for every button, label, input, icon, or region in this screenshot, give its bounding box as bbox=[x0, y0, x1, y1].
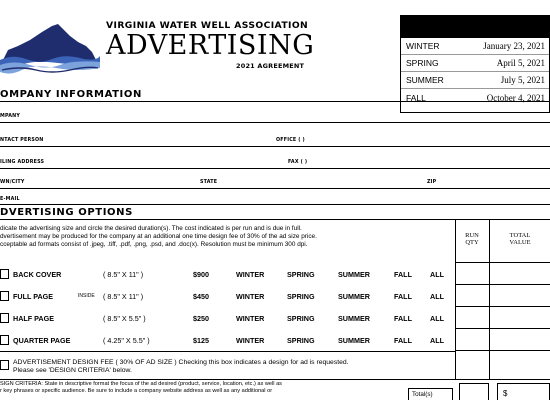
ad-season-option[interactable]: SPRING bbox=[287, 270, 315, 279]
grid-divider bbox=[455, 284, 550, 285]
ad-season-option[interactable]: WINTER bbox=[236, 314, 265, 323]
ad-option-size: ( 8.5" X 5.5" ) bbox=[103, 314, 146, 323]
ad-option-name: QUARTER PAGE bbox=[13, 336, 71, 345]
ad-option-checkbox[interactable] bbox=[0, 313, 9, 323]
grid-divider bbox=[0, 351, 455, 352]
design-fee-line: ADVERTISEMENT DESIGN FEE ( 30% OF AD SIZE ) Checking this box indicates a design for ad is requested. bbox=[13, 359, 349, 366]
ad-option-inside: INSIDE bbox=[78, 293, 95, 299]
ad-option-size: ( 8.5" X 11" ) bbox=[103, 270, 144, 279]
design-fee-text bbox=[13, 359, 349, 375]
ad-season-option[interactable]: WINTER bbox=[236, 292, 265, 301]
deadline-date: July 5, 2021 bbox=[500, 75, 545, 85]
deadline-row bbox=[401, 72, 549, 89]
ad-option-name: FULL PAGE bbox=[13, 292, 54, 301]
dollar-sign: $ bbox=[503, 389, 508, 398]
company-field[interactable] bbox=[0, 122, 550, 123]
ad-option-name: BACK COVER bbox=[13, 270, 62, 279]
ad-option-size: ( 4.25" X 5.5" ) bbox=[103, 336, 150, 345]
ad-option-price: $900 bbox=[193, 270, 209, 279]
email-label: E-MAIL bbox=[0, 197, 20, 202]
run-qty-header bbox=[456, 232, 488, 246]
virginia-water-logo-icon bbox=[0, 22, 100, 74]
ad-option-price: $450 bbox=[193, 292, 209, 301]
deadline-season: WINTER bbox=[406, 41, 440, 51]
zip-label: ZIP bbox=[427, 180, 437, 185]
ad-season-option[interactable]: SPRING bbox=[287, 292, 315, 301]
fax-label: FAX ( ) bbox=[288, 160, 308, 165]
ad-season-option[interactable]: ALL bbox=[430, 314, 444, 323]
ad-season-option[interactable]: SPRING bbox=[287, 336, 315, 345]
agreement-year: 2021 AGREEMENT bbox=[236, 62, 305, 70]
mailing-address-field[interactable] bbox=[0, 168, 550, 169]
deadline-date: January 23, 2021 bbox=[483, 41, 545, 51]
totals-label: Total(s) bbox=[408, 388, 453, 400]
criteria-line: r key phrases or specific audience. Be sure to include a company website address as well as any additional or bbox=[0, 388, 273, 394]
deadline-date: April 5, 2021 bbox=[496, 58, 545, 68]
run-qty-total-field[interactable] bbox=[459, 383, 489, 400]
ad-season-option[interactable]: SUMMER bbox=[338, 336, 370, 345]
ad-season-option[interactable]: FALL bbox=[394, 336, 412, 345]
town-city-label: WN/CITY bbox=[0, 180, 25, 185]
ad-option-row bbox=[0, 290, 452, 304]
company-field-label: MPANY bbox=[0, 114, 21, 119]
ad-season-option[interactable]: ALL bbox=[430, 270, 444, 279]
deadline-season: FALL bbox=[406, 92, 426, 103]
instruction-line: cceptable ad formats consist of .jpeg, .tiff, .pdf, .png, .psd, and .doc(x). Resolution must be minimum 300 dpi. bbox=[0, 240, 308, 248]
ad-option-checkbox[interactable] bbox=[0, 269, 9, 279]
ad-option-size: ( 8.5" X 11" ) bbox=[103, 292, 144, 301]
ad-option-price: $250 bbox=[193, 314, 209, 323]
ad-option-row bbox=[0, 268, 452, 282]
advertising-options-heading: DVERTISING OPTIONS bbox=[0, 207, 133, 218]
ad-option-checkbox[interactable] bbox=[0, 291, 9, 301]
ad-season-option[interactable]: FALL bbox=[394, 292, 412, 301]
deadline-date: October 4, 2021 bbox=[486, 92, 545, 103]
office-phone-label: OFFICE ( ) bbox=[276, 138, 305, 143]
deadline-row bbox=[401, 89, 549, 106]
deadline-season: SPRING bbox=[406, 58, 439, 68]
ad-season-option[interactable]: FALL bbox=[394, 270, 412, 279]
ad-season-option[interactable]: WINTER bbox=[236, 270, 265, 279]
design-criteria-text bbox=[0, 381, 405, 395]
total-value-label: TOTAL bbox=[509, 232, 531, 239]
deadline-header-bar bbox=[401, 16, 549, 38]
mailing-address-label: ILING ADDRESS bbox=[0, 160, 45, 165]
deadline-table bbox=[400, 15, 550, 113]
ad-option-name: HALF PAGE bbox=[13, 314, 54, 323]
run-qty-label: RUN bbox=[465, 232, 479, 239]
total-value-header bbox=[490, 232, 550, 246]
email-field[interactable] bbox=[0, 204, 550, 205]
ad-option-checkbox[interactable] bbox=[0, 335, 9, 345]
design-fee-line: Please see 'DESIGN CRITERIA' below. bbox=[13, 367, 132, 374]
page-title: ADVERTISING bbox=[106, 30, 315, 61]
advertising-instructions bbox=[0, 225, 452, 248]
grid-divider bbox=[455, 262, 550, 263]
design-fee-option bbox=[0, 357, 455, 379]
contact-person-field[interactable] bbox=[0, 146, 550, 147]
contact-person-label: NTACT PERSON bbox=[0, 138, 44, 143]
section-rule bbox=[0, 101, 550, 102]
instruction-line: dvertisement may be produced for the company at an additional one time design fee of 30% of the ad size price. bbox=[0, 232, 317, 240]
grid-divider bbox=[455, 350, 550, 351]
ad-season-option[interactable]: ALL bbox=[430, 292, 444, 301]
ad-season-option[interactable]: ALL bbox=[430, 336, 444, 345]
deadline-row bbox=[401, 55, 549, 72]
town-city-field[interactable] bbox=[0, 188, 550, 189]
state-label: STATE bbox=[200, 180, 218, 185]
section-rule bbox=[0, 219, 550, 220]
ad-option-row bbox=[0, 334, 452, 348]
ad-season-option[interactable]: SUMMER bbox=[338, 292, 370, 301]
grid-divider bbox=[455, 306, 550, 307]
ad-season-option[interactable]: SUMMER bbox=[338, 270, 370, 279]
instruction-line: dicate the advertising size and circle the desired duration(s). The cost indicated is per run and is due in full. bbox=[0, 225, 302, 232]
ad-season-option[interactable]: SUMMER bbox=[338, 314, 370, 323]
grid-divider bbox=[455, 328, 550, 329]
criteria-line: SIGN CRITERIA: State in descriptive format the focus of the ad desired (product, service, location, etc.) as well as bbox=[0, 381, 282, 387]
total-value-label: VALUE bbox=[509, 239, 531, 246]
ad-option-price: $125 bbox=[193, 336, 209, 345]
ad-season-option[interactable]: FALL bbox=[394, 314, 412, 323]
company-info-heading: OMPANY INFORMATION bbox=[0, 89, 142, 100]
design-fee-checkbox[interactable] bbox=[0, 360, 9, 370]
ad-season-option[interactable]: SPRING bbox=[287, 314, 315, 323]
grid-divider bbox=[0, 379, 550, 380]
deadline-season: SUMMER bbox=[406, 75, 444, 85]
run-qty-label: QTY bbox=[465, 239, 479, 246]
ad-season-option[interactable]: WINTER bbox=[236, 336, 265, 345]
organization-name: VIRGINIA WATER WELL ASSOCIATION bbox=[106, 20, 309, 31]
deadline-row bbox=[401, 38, 549, 55]
ad-option-row bbox=[0, 312, 452, 326]
